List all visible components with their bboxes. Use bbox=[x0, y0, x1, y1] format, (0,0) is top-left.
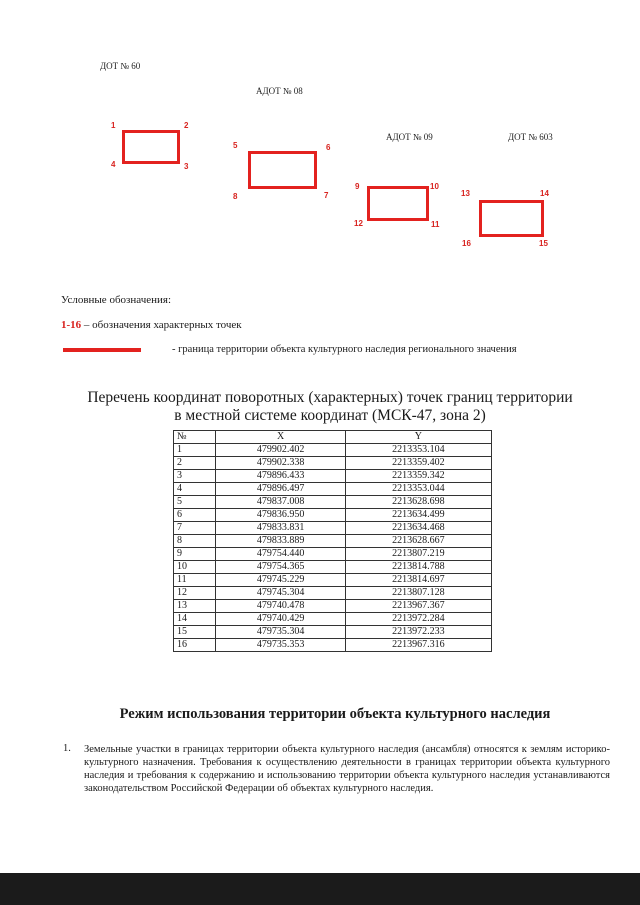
table-row bbox=[174, 639, 492, 652]
cell-y: 2213807.219 bbox=[345, 548, 491, 561]
cell-y: 2213634.468 bbox=[345, 522, 491, 535]
cell-num: 11 bbox=[174, 574, 216, 587]
point-label: 6 bbox=[326, 143, 331, 152]
point-label: 11 bbox=[431, 220, 440, 229]
point-label: 7 bbox=[324, 191, 329, 200]
table-row bbox=[174, 496, 492, 509]
cell-num: 4 bbox=[174, 483, 216, 496]
legend-boundary-line bbox=[63, 348, 141, 352]
label-adot-08: АДОТ № 08 bbox=[256, 86, 303, 96]
cell-x: 479745.229 bbox=[216, 574, 345, 587]
table-row bbox=[174, 548, 492, 561]
cell-num: 8 bbox=[174, 535, 216, 548]
cell-num: 1 bbox=[174, 444, 216, 457]
regime-title: Режим использования территории объекта культурного наследия bbox=[119, 706, 551, 722]
point-label: 4 bbox=[111, 160, 116, 169]
cell-x: 479740.429 bbox=[216, 613, 345, 626]
point-label: 15 bbox=[539, 239, 548, 248]
point-label: 1 bbox=[111, 121, 116, 130]
cell-num: 14 bbox=[174, 613, 216, 626]
boundary-rect-2 bbox=[248, 151, 317, 189]
cell-y: 2213634.499 bbox=[345, 509, 491, 522]
cell-x: 479754.440 bbox=[216, 548, 345, 561]
cell-y: 2213972.233 bbox=[345, 626, 491, 639]
cell-x: 479745.304 bbox=[216, 587, 345, 600]
table-row bbox=[174, 470, 492, 483]
cell-y: 2213359.402 bbox=[345, 457, 491, 470]
point-label: 8 bbox=[233, 192, 238, 201]
cell-x: 479735.353 bbox=[216, 639, 345, 652]
cell-y: 2213628.698 bbox=[345, 496, 491, 509]
cell-num: 12 bbox=[174, 587, 216, 600]
header-x: X bbox=[216, 431, 345, 444]
cell-num: 13 bbox=[174, 600, 216, 613]
cell-x: 479740.478 bbox=[216, 600, 345, 613]
cell-num: 6 bbox=[174, 509, 216, 522]
table-row bbox=[174, 535, 492, 548]
cell-x: 479735.304 bbox=[216, 626, 345, 639]
scan-bottom-edge bbox=[0, 873, 640, 905]
point-label: 13 bbox=[461, 189, 470, 198]
cell-y: 2213967.316 bbox=[345, 639, 491, 652]
cell-x: 479836.950 bbox=[216, 509, 345, 522]
cell-y: 2213807.128 bbox=[345, 587, 491, 600]
cell-x: 479837.008 bbox=[216, 496, 345, 509]
cell-y: 2213814.788 bbox=[345, 561, 491, 574]
table-row bbox=[174, 522, 492, 535]
cell-x: 479896.433 bbox=[216, 470, 345, 483]
cell-num: 15 bbox=[174, 626, 216, 639]
coords-title bbox=[60, 389, 600, 425]
cell-num: 7 bbox=[174, 522, 216, 535]
point-label: 12 bbox=[354, 219, 363, 228]
coords-title-line2: в местной системе координат (МСК-47, зона 2) bbox=[174, 407, 486, 424]
cell-num: 9 bbox=[174, 548, 216, 561]
boundary-rect-1 bbox=[122, 130, 180, 164]
cell-x: 479754.365 bbox=[216, 561, 345, 574]
boundary-rect-3 bbox=[367, 186, 429, 221]
cell-y: 2213972.284 bbox=[345, 613, 491, 626]
legend-range: 1-16 bbox=[61, 319, 82, 331]
legend-boundary-desc: - граница территории объекта культурного наследия регионального значения bbox=[172, 344, 517, 355]
table-row bbox=[174, 483, 492, 496]
point-label: 14 bbox=[540, 189, 549, 198]
point-label: 3 bbox=[184, 162, 189, 171]
cell-x: 479902.402 bbox=[216, 444, 345, 457]
table-row bbox=[174, 561, 492, 574]
regime-item-number: 1. bbox=[63, 743, 71, 754]
table-row bbox=[174, 587, 492, 600]
boundary-rect-4 bbox=[479, 200, 544, 237]
cell-y: 2213628.667 bbox=[345, 535, 491, 548]
cell-y: 2213967.367 bbox=[345, 600, 491, 613]
cell-x: 479833.831 bbox=[216, 522, 345, 535]
regime-item-text: Земельные участки в границах территории объекта культурного наследия (ансамбля) относятся к землям историко-культурного назначения. Требования к осуществлению деятельности в границах территории объекта культурного наследия и требования к содержанию и использованию территории объекта культурного наследия устанавливаются законодательством Российской Федерации об объектах культурного наследия. bbox=[84, 744, 610, 794]
label-dot-603: ДОТ № 603 bbox=[508, 132, 553, 142]
legend-title: Условные обозначения: bbox=[61, 294, 172, 306]
table-row bbox=[174, 613, 492, 626]
header-y: Y bbox=[345, 431, 491, 444]
point-label: 16 bbox=[462, 239, 471, 248]
cell-num: 5 bbox=[174, 496, 216, 509]
table-row bbox=[174, 626, 492, 639]
cell-y: 2213814.697 bbox=[345, 574, 491, 587]
point-label: 2 bbox=[184, 121, 189, 130]
coords-table bbox=[173, 430, 492, 652]
table-row bbox=[174, 600, 492, 613]
point-label: 9 bbox=[355, 182, 360, 191]
point-label: 5 bbox=[233, 141, 238, 150]
label-adot-09: АДОТ № 09 bbox=[386, 132, 433, 142]
table-header-row bbox=[174, 431, 492, 444]
cell-num: 2 bbox=[174, 457, 216, 470]
table-row bbox=[174, 457, 492, 470]
header-num: № bbox=[174, 431, 216, 444]
table-row bbox=[174, 509, 492, 522]
cell-num: 16 bbox=[174, 639, 216, 652]
cell-y: 2213359.342 bbox=[345, 470, 491, 483]
cell-x: 479896.497 bbox=[216, 483, 345, 496]
cell-x: 479902.338 bbox=[216, 457, 345, 470]
cell-x: 479833.889 bbox=[216, 535, 345, 548]
table-row bbox=[174, 574, 492, 587]
label-dot-60: ДОТ № 60 bbox=[100, 61, 141, 71]
table-row bbox=[174, 444, 492, 457]
cell-num: 3 bbox=[174, 470, 216, 483]
point-label: 10 bbox=[430, 182, 439, 191]
cell-y: 2213353.044 bbox=[345, 483, 491, 496]
cell-y: 2213353.104 bbox=[345, 444, 491, 457]
legend-points bbox=[61, 319, 242, 331]
legend-range-desc: – обозначения характерных точек bbox=[81, 319, 242, 331]
cell-num: 10 bbox=[174, 561, 216, 574]
coords-title-line1: Перечень координат поворотных (характерных) точек границ территории bbox=[87, 389, 573, 406]
